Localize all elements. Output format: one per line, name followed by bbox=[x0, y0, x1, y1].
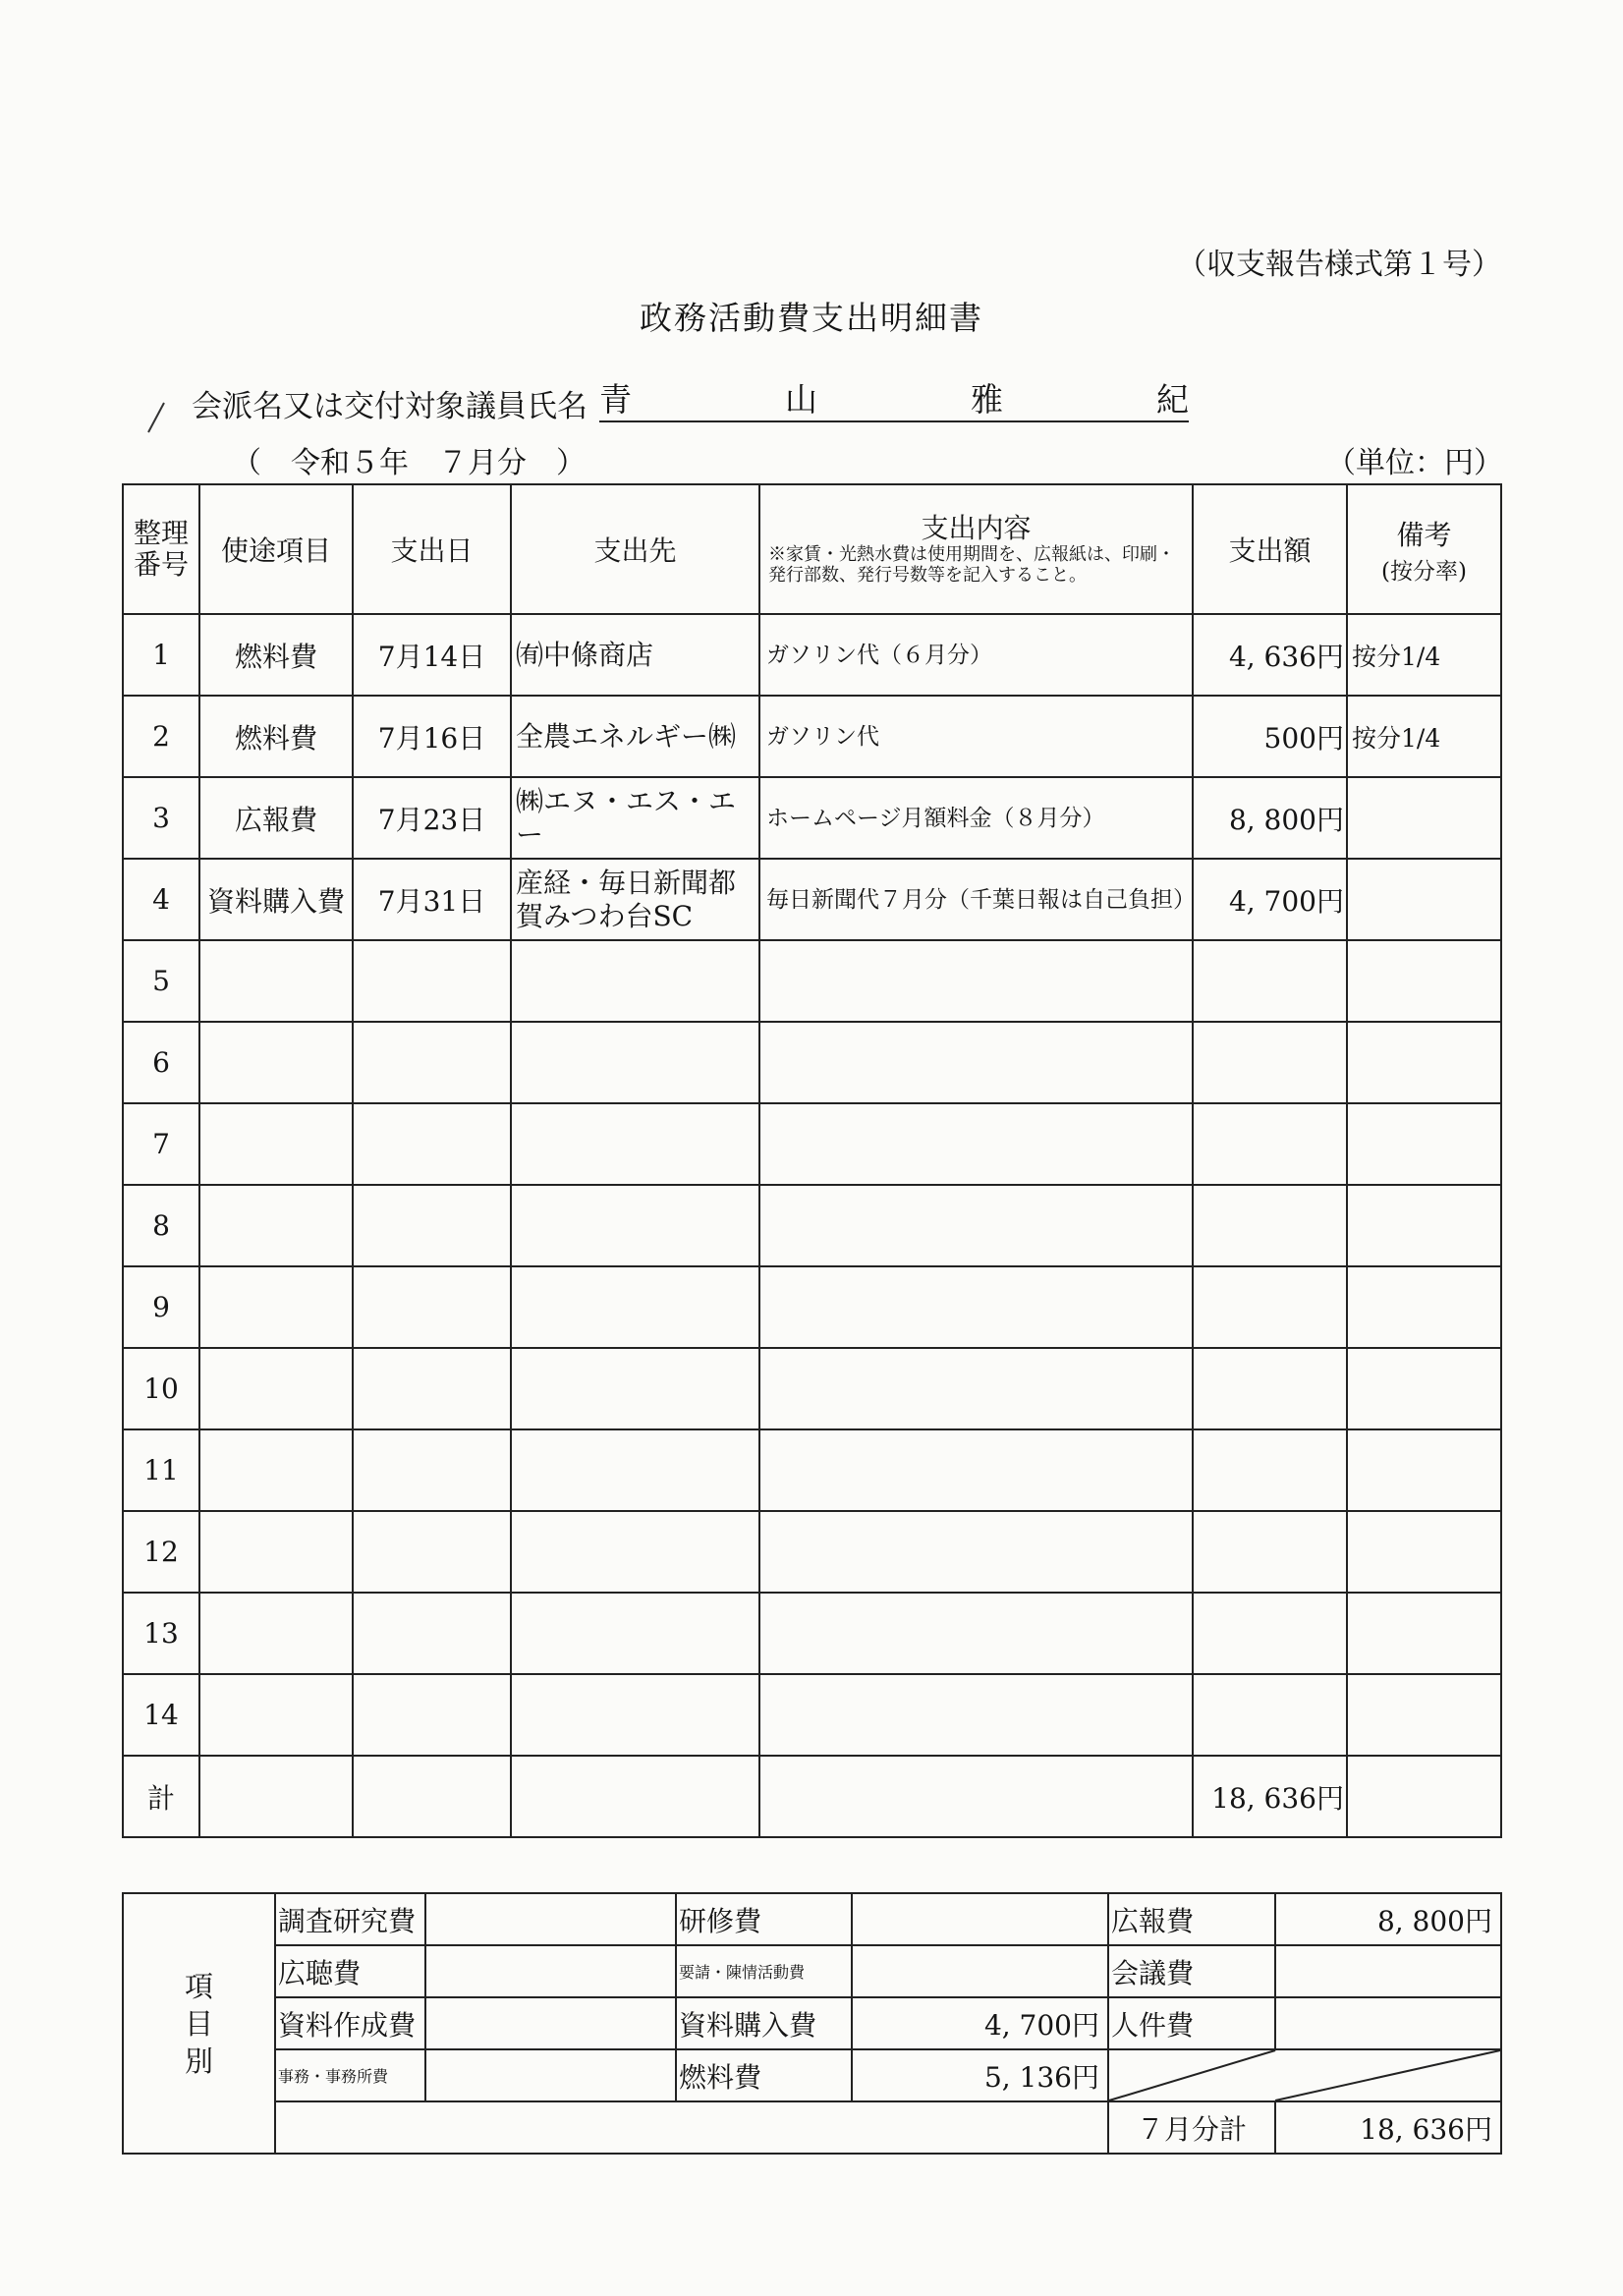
summary-blank-cell bbox=[275, 2101, 1108, 2154]
cell-category bbox=[199, 1266, 353, 1348]
table-header-row bbox=[123, 484, 1501, 614]
header-payee: 支出先 bbox=[511, 484, 759, 614]
cell-content bbox=[759, 1103, 1193, 1185]
cell-content: 毎日新聞代７月分（千葉日報は自己負担） bbox=[759, 859, 1193, 940]
cell-amount bbox=[1193, 1266, 1347, 1348]
cell-remarks bbox=[1347, 1266, 1501, 1348]
cell-date: 7月23日 bbox=[353, 777, 511, 859]
member-name-char: 雅 bbox=[971, 380, 1003, 419]
cell-category bbox=[199, 1348, 353, 1429]
table-row bbox=[123, 1266, 1501, 1348]
summary-label: 事務・事務所費 bbox=[275, 2049, 425, 2101]
cell-no: 9 bbox=[123, 1266, 199, 1348]
cell-category bbox=[199, 1593, 353, 1674]
cell-payee bbox=[511, 1511, 759, 1593]
cell-no: 12 bbox=[123, 1511, 199, 1593]
cell-no: 14 bbox=[123, 1674, 199, 1756]
cell-amount bbox=[1193, 1348, 1347, 1429]
cell-content bbox=[759, 1429, 1193, 1511]
header-remarks bbox=[1347, 484, 1501, 614]
summary-value bbox=[425, 1997, 676, 2049]
cell-amount bbox=[1193, 1593, 1347, 1674]
header-date: 支出日 bbox=[353, 484, 511, 614]
summary-label: 燃料費 bbox=[676, 2049, 852, 2101]
table-row bbox=[123, 1185, 1501, 1266]
header-remarks-title: 備考 bbox=[1396, 518, 1452, 551]
header-category: 使途項目 bbox=[199, 484, 353, 614]
cell-amount bbox=[1193, 1429, 1347, 1511]
cell-payee bbox=[511, 940, 759, 1022]
cell-date bbox=[353, 940, 511, 1022]
cell-category bbox=[199, 1674, 353, 1756]
cell-amount: 500円 bbox=[1193, 696, 1347, 777]
cell-date bbox=[353, 1511, 511, 1593]
cell-amount bbox=[1193, 1674, 1347, 1756]
expenditure-table bbox=[122, 483, 1502, 1838]
summary-side-label: 項 目 別 bbox=[123, 1893, 275, 2154]
month-total-label: ７月分計 bbox=[1108, 2101, 1275, 2154]
cell-payee bbox=[511, 1674, 759, 1756]
cell-category bbox=[199, 1103, 353, 1185]
cell-date: 7月16日 bbox=[353, 696, 511, 777]
cell-amount: 8, 800円 bbox=[1193, 777, 1347, 859]
cell-payee bbox=[511, 1022, 759, 1103]
header-content bbox=[759, 484, 1193, 614]
cell-remarks bbox=[1347, 1185, 1501, 1266]
summary-label: 研修費 bbox=[676, 1893, 852, 1945]
cell-date: 7月31日 bbox=[353, 859, 511, 940]
table-row bbox=[123, 614, 1501, 696]
cell-amount bbox=[1193, 1103, 1347, 1185]
cell-category bbox=[199, 940, 353, 1022]
cell-no: 8 bbox=[123, 1185, 199, 1266]
summary-label: 要請・陳情活動費 bbox=[676, 1945, 852, 1997]
summary-value: 4, 700円 bbox=[852, 1997, 1108, 2049]
member-name bbox=[599, 377, 1189, 422]
strike-through-cell bbox=[1108, 2049, 1501, 2101]
cell-payee bbox=[511, 1593, 759, 1674]
cell-content: ガソリン代 bbox=[759, 696, 1193, 777]
cell-no: 13 bbox=[123, 1593, 199, 1674]
cell-content: ホームページ月額料金（８月分） bbox=[759, 777, 1193, 859]
member-label: 会派名又は交付対象議員氏名 bbox=[192, 389, 588, 424]
cell-amount: 4, 700円 bbox=[1193, 859, 1347, 940]
summary-value bbox=[425, 1945, 676, 1997]
cell-date bbox=[353, 1103, 511, 1185]
cell-category: 燃料費 bbox=[199, 696, 353, 777]
cell-no: 3 bbox=[123, 777, 199, 859]
cell-remarks bbox=[1347, 1429, 1501, 1511]
cell-content bbox=[759, 1348, 1193, 1429]
cell-category: 広報費 bbox=[199, 777, 353, 859]
table-row bbox=[123, 1348, 1501, 1429]
summary-label: 資料作成費 bbox=[275, 1997, 425, 2049]
header-content-note: ※家賃・光熱水費は使用期間を、広報紙は、印刷・発行部数、発行号数等を記入すること。 bbox=[768, 544, 1175, 586]
summary-label: 調査研究費 bbox=[275, 1893, 425, 1945]
summary-label: 資料購入費 bbox=[676, 1997, 852, 2049]
table-row bbox=[123, 859, 1501, 940]
cell-payee bbox=[511, 1429, 759, 1511]
cell-content bbox=[759, 1266, 1193, 1348]
cell-content bbox=[759, 1511, 1193, 1593]
cell-content: ガソリン代（６月分） bbox=[759, 614, 1193, 696]
table-row bbox=[123, 1674, 1501, 1756]
diagonal-line-icon bbox=[1109, 2050, 1500, 2100]
cell-no: 6 bbox=[123, 1022, 199, 1103]
cell-payee: 全農エネルギー㈱ bbox=[511, 696, 759, 777]
cell-date bbox=[353, 1429, 511, 1511]
cell-date: 7月14日 bbox=[353, 614, 511, 696]
cell-remarks bbox=[1347, 1593, 1501, 1674]
cell-payee bbox=[511, 1266, 759, 1348]
cell-category bbox=[199, 1511, 353, 1593]
cell-remarks bbox=[1347, 1348, 1501, 1429]
table-row bbox=[123, 777, 1501, 859]
table-row bbox=[123, 1022, 1501, 1103]
summary-value bbox=[1275, 1997, 1501, 2049]
total-label: 計 bbox=[123, 1756, 199, 1837]
summary-value bbox=[852, 1945, 1108, 1997]
cell-no: 5 bbox=[123, 940, 199, 1022]
cell-category: 燃料費 bbox=[199, 614, 353, 696]
cell-remarks bbox=[1347, 1674, 1501, 1756]
cell-content bbox=[759, 1674, 1193, 1756]
cell-no: 4 bbox=[123, 859, 199, 940]
table-row bbox=[123, 1103, 1501, 1185]
header-no: 整理 番号 bbox=[123, 484, 199, 614]
cell-no: 10 bbox=[123, 1348, 199, 1429]
document-title: 政務活動費支出明細書 bbox=[640, 299, 983, 337]
cell-content bbox=[759, 1185, 1193, 1266]
summary-value: 8, 800円 bbox=[1275, 1893, 1501, 1945]
member-name-char: 紀 bbox=[1156, 380, 1189, 419]
summary-label: 広報費 bbox=[1108, 1893, 1275, 1945]
cell-remarks bbox=[1347, 940, 1501, 1022]
cell-no: 1 bbox=[123, 614, 199, 696]
cell-remarks: 按分1/4 bbox=[1347, 614, 1501, 696]
cell-no: 7 bbox=[123, 1103, 199, 1185]
cell-category: 資料購入費 bbox=[199, 859, 353, 940]
table-row bbox=[123, 1429, 1501, 1511]
cell-amount: 4, 636円 bbox=[1193, 614, 1347, 696]
cell-date bbox=[353, 1022, 511, 1103]
summary-value bbox=[852, 1893, 1108, 1945]
cell-no: 2 bbox=[123, 696, 199, 777]
cell-no: 11 bbox=[123, 1429, 199, 1511]
cell-category bbox=[199, 1185, 353, 1266]
month-total-value: 18, 636円 bbox=[1275, 2101, 1501, 2154]
pen-mark bbox=[147, 403, 165, 433]
cell-remarks bbox=[1347, 1103, 1501, 1185]
category-summary-table bbox=[122, 1892, 1502, 2155]
cell-remarks bbox=[1347, 777, 1501, 859]
table-row bbox=[123, 940, 1501, 1022]
header-amount: 支出額 bbox=[1193, 484, 1347, 614]
cell-payee bbox=[511, 1348, 759, 1429]
cell-category bbox=[199, 1429, 353, 1511]
cell-date bbox=[353, 1674, 511, 1756]
total-row bbox=[123, 1756, 1501, 1837]
total-amount: 18, 636円 bbox=[1193, 1756, 1347, 1837]
cell-amount bbox=[1193, 1511, 1347, 1593]
summary-label: 広聴費 bbox=[275, 1945, 425, 1997]
cell-remarks bbox=[1347, 1511, 1501, 1593]
cell-remarks: 按分1/4 bbox=[1347, 696, 1501, 777]
cell-content bbox=[759, 1593, 1193, 1674]
table-row bbox=[123, 696, 1501, 777]
cell-payee bbox=[511, 1103, 759, 1185]
cell-date bbox=[353, 1266, 511, 1348]
summary-label: 人件費 bbox=[1108, 1997, 1275, 2049]
summary-value bbox=[425, 1893, 676, 1945]
cell-payee: ㈱エヌ・エス・エー bbox=[511, 777, 759, 859]
summary-value bbox=[1275, 1945, 1501, 1997]
cell-amount bbox=[1193, 940, 1347, 1022]
cell-category bbox=[199, 1022, 353, 1103]
cell-content bbox=[759, 1022, 1193, 1103]
cell-date bbox=[353, 1348, 511, 1429]
cell-remarks bbox=[1347, 859, 1501, 940]
cell-payee: 産経・毎日新聞都賀みつわ台SC bbox=[511, 859, 759, 940]
cell-amount bbox=[1193, 1022, 1347, 1103]
member-name-char: 山 bbox=[785, 380, 817, 419]
cell-amount bbox=[1193, 1185, 1347, 1266]
summary-label: 会議費 bbox=[1108, 1945, 1275, 1997]
header-content-title: 支出内容 bbox=[921, 512, 1032, 544]
summary-value bbox=[425, 2049, 676, 2101]
table-row bbox=[123, 1511, 1501, 1593]
cell-date bbox=[353, 1593, 511, 1674]
table-row bbox=[123, 1593, 1501, 1674]
header-remarks-sub: (按分率) bbox=[1381, 558, 1467, 585]
cell-date bbox=[353, 1185, 511, 1266]
cell-remarks bbox=[1347, 1022, 1501, 1103]
cell-payee: ㈲中條商店 bbox=[511, 614, 759, 696]
report-period: （ 令和５年 ７月分 ） bbox=[232, 446, 586, 480]
summary-value: 5, 136円 bbox=[852, 2049, 1108, 2101]
form-number: （収支報告様式第１号） bbox=[1177, 248, 1501, 282]
unit-label: （単位：円） bbox=[1326, 446, 1503, 480]
member-name-char: 青 bbox=[599, 380, 632, 419]
cell-payee bbox=[511, 1185, 759, 1266]
cell-content bbox=[759, 940, 1193, 1022]
